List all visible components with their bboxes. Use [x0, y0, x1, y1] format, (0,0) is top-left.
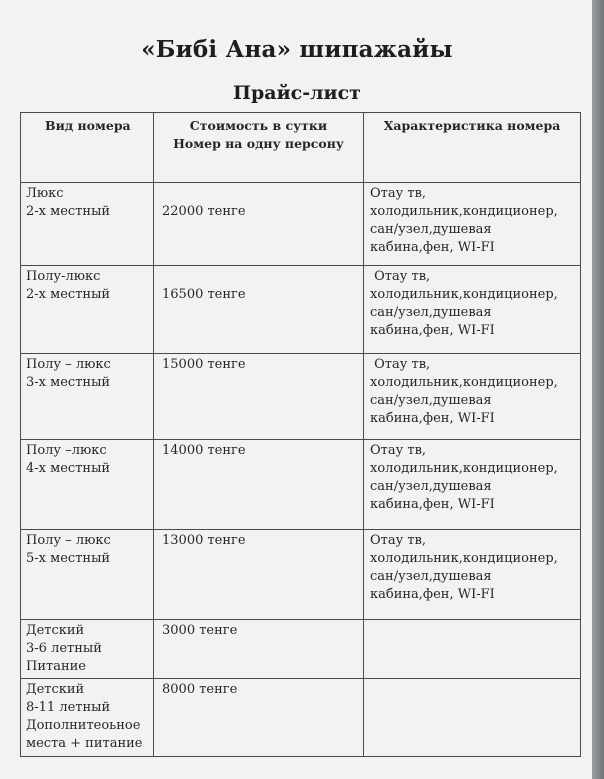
table-row: [21, 620, 581, 679]
feature-line: холодильник,кондиционер,: [370, 375, 558, 390]
room-type-line: Детский: [26, 682, 85, 697]
price-cell: 3000 тенге: [154, 620, 364, 679]
features-cell: [364, 183, 581, 266]
room-type-cell: [21, 620, 154, 679]
features-cell: [364, 266, 581, 354]
header-features: Характеристика номера: [364, 113, 581, 183]
room-type-cell: [21, 679, 154, 757]
room-type-line: 8-11 летный: [26, 700, 111, 715]
room-type-line: Полу-люкс: [26, 269, 101, 284]
table-header-row: [21, 113, 581, 183]
header-room-type: Вид номера: [21, 113, 154, 183]
room-type-line: Люкс: [26, 186, 64, 201]
feature-line: Отау тв,: [370, 269, 431, 284]
room-type-line: 4-х местный: [26, 461, 111, 476]
features-cell: [364, 679, 581, 757]
feature-line: сан/узел,душевая: [370, 222, 492, 237]
features-cell: [364, 354, 581, 440]
feature-line: Отау тв,: [370, 186, 427, 201]
price-table: [20, 112, 581, 757]
page-title: «Бибі Ана» шипажайы: [141, 36, 453, 63]
room-type-line: 5-х местный: [26, 551, 111, 566]
room-type-line: Полу –люкс: [26, 443, 107, 458]
price-cell: 16500 тенге: [154, 266, 364, 354]
feature-line: Отау тв,: [370, 443, 427, 458]
room-type-cell: [21, 440, 154, 530]
price-cell: 8000 тенге: [154, 679, 364, 757]
room-type-cell: [21, 266, 154, 354]
feature-line: сан/узел,душевая: [370, 393, 492, 408]
feature-line: холодильник,кондиционер,: [370, 461, 558, 476]
feature-line: кабина,фен, WI-FI: [370, 240, 495, 255]
header-price-line2: Номер на одну персону: [173, 136, 344, 151]
feature-line: сан/узел,душевая: [370, 569, 492, 584]
room-type-line: Дополнитеоьное: [26, 718, 141, 733]
table-row: [21, 679, 581, 757]
table-row: [21, 354, 581, 440]
price-cell: 14000 тенге: [154, 440, 364, 530]
table-row: [21, 440, 581, 530]
room-type-line: Полу – люкс: [26, 357, 111, 372]
price-cell: 22000 тенге: [154, 183, 364, 266]
feature-line: сан/узел,душевая: [370, 305, 492, 320]
room-type-cell: [21, 530, 154, 620]
features-cell: [364, 530, 581, 620]
feature-line: холодильник,кондиционер,: [370, 551, 558, 566]
room-type-line: 3-6 летный: [26, 641, 102, 656]
room-type-line: места + питание: [26, 736, 143, 751]
room-type-line: Питание: [26, 659, 86, 674]
price-cell: 13000 тенге: [154, 530, 364, 620]
room-type-line: 3-х местный: [26, 375, 111, 390]
feature-line: кабина,фен, WI-FI: [370, 323, 495, 338]
features-cell: [364, 440, 581, 530]
feature-line: сан/узел,душевая: [370, 479, 492, 494]
room-type-line: 2-х местный: [26, 204, 111, 219]
table-row: [21, 530, 581, 620]
table-row: [21, 266, 581, 354]
features-cell: [364, 620, 581, 679]
room-type-line: 2-х местный: [26, 287, 111, 302]
price-cell: 15000 тенге: [154, 354, 364, 440]
page-edge-shadow: [592, 0, 604, 779]
feature-line: холодильник,кондиционер,: [370, 287, 558, 302]
feature-line: холодильник,кондиционер,: [370, 204, 558, 219]
feature-line: кабина,фен, WI-FI: [370, 587, 495, 602]
feature-line: кабина,фен, WI-FI: [370, 497, 495, 512]
header-price-line1: Стоимость в сутки: [189, 118, 328, 133]
table-row: [21, 183, 581, 266]
feature-line: Отау тв,: [370, 533, 427, 548]
room-type-line: Детский: [26, 623, 85, 638]
header-price: [154, 113, 364, 183]
page-subtitle: Прайс-лист: [233, 82, 361, 104]
feature-line: кабина,фен, WI-FI: [370, 411, 495, 426]
room-type-cell: [21, 183, 154, 266]
feature-line: Отау тв,: [370, 357, 431, 372]
room-type-line: Полу – люкс: [26, 533, 111, 548]
room-type-cell: [21, 354, 154, 440]
